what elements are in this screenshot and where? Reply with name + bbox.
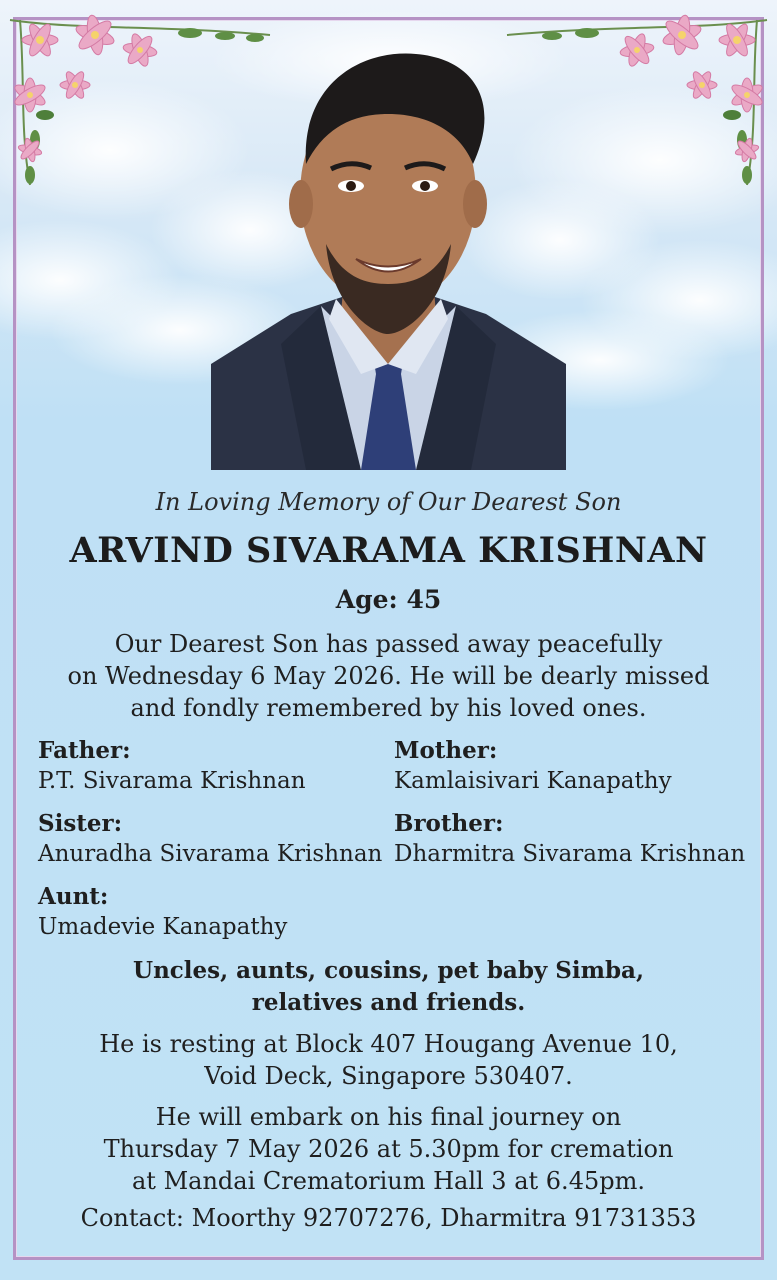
message-line: on Wednesday 6 May 2026. He will be dearly missed <box>67 662 710 690</box>
family-role: Aunt: <box>38 883 109 910</box>
others-line: Uncles, aunts, cousins, pet baby Simba, <box>133 957 644 984</box>
resting-line: Void Deck, Singapore 530407. <box>204 1062 573 1090</box>
resting-place <box>0 1028 777 1092</box>
journey-line: He will embark on his final journey on <box>155 1103 622 1131</box>
deceased-name: ARVIND SIVARAMA KRISHNAN <box>69 530 708 571</box>
intro-line: In Loving Memory of Our Dearest Son <box>155 488 622 516</box>
journey-line: Thursday 7 May 2026 at 5.30pm for cremation <box>103 1135 674 1163</box>
message-line: and fondly remembered by his loved ones. <box>130 694 647 722</box>
family-person: Umadevie Kanapathy <box>38 914 288 940</box>
family-person: Dharmitra Sivarama Krishnan <box>394 841 746 867</box>
portrait-photo <box>211 44 566 470</box>
family-role: Father: <box>38 737 131 764</box>
resting-line: He is resting at Block 407 Hougang Avenue 10, <box>99 1030 678 1058</box>
family-person: Anuradha Sivarama Krishnan <box>38 841 383 867</box>
age: Age: 45 <box>335 585 442 614</box>
contact-info: Contact: Moorthy 92707276, Dharmitra 91731353 <box>80 1204 697 1232</box>
family-role: Brother: <box>394 810 504 837</box>
other-mourners <box>0 955 777 1019</box>
journey-line: at Mandai Crematorium Hall 3 at 6.45pm. <box>132 1167 645 1195</box>
family-father <box>38 735 306 797</box>
family-person: P.T. Sivarama Krishnan <box>38 768 306 794</box>
family-person: Kamlaisivari Kanapathy <box>394 768 672 794</box>
memorial-message <box>0 628 777 724</box>
others-line: relatives and friends. <box>251 989 526 1016</box>
family-aunt <box>38 881 287 943</box>
family-mother <box>394 735 672 797</box>
family-brother <box>394 808 745 870</box>
family-role: Mother: <box>394 737 498 764</box>
message-line: Our Dearest Son has passed away peacefully <box>114 630 663 658</box>
family-role: Sister: <box>38 810 123 837</box>
funeral-details <box>0 1101 777 1197</box>
family-sister <box>38 808 382 870</box>
